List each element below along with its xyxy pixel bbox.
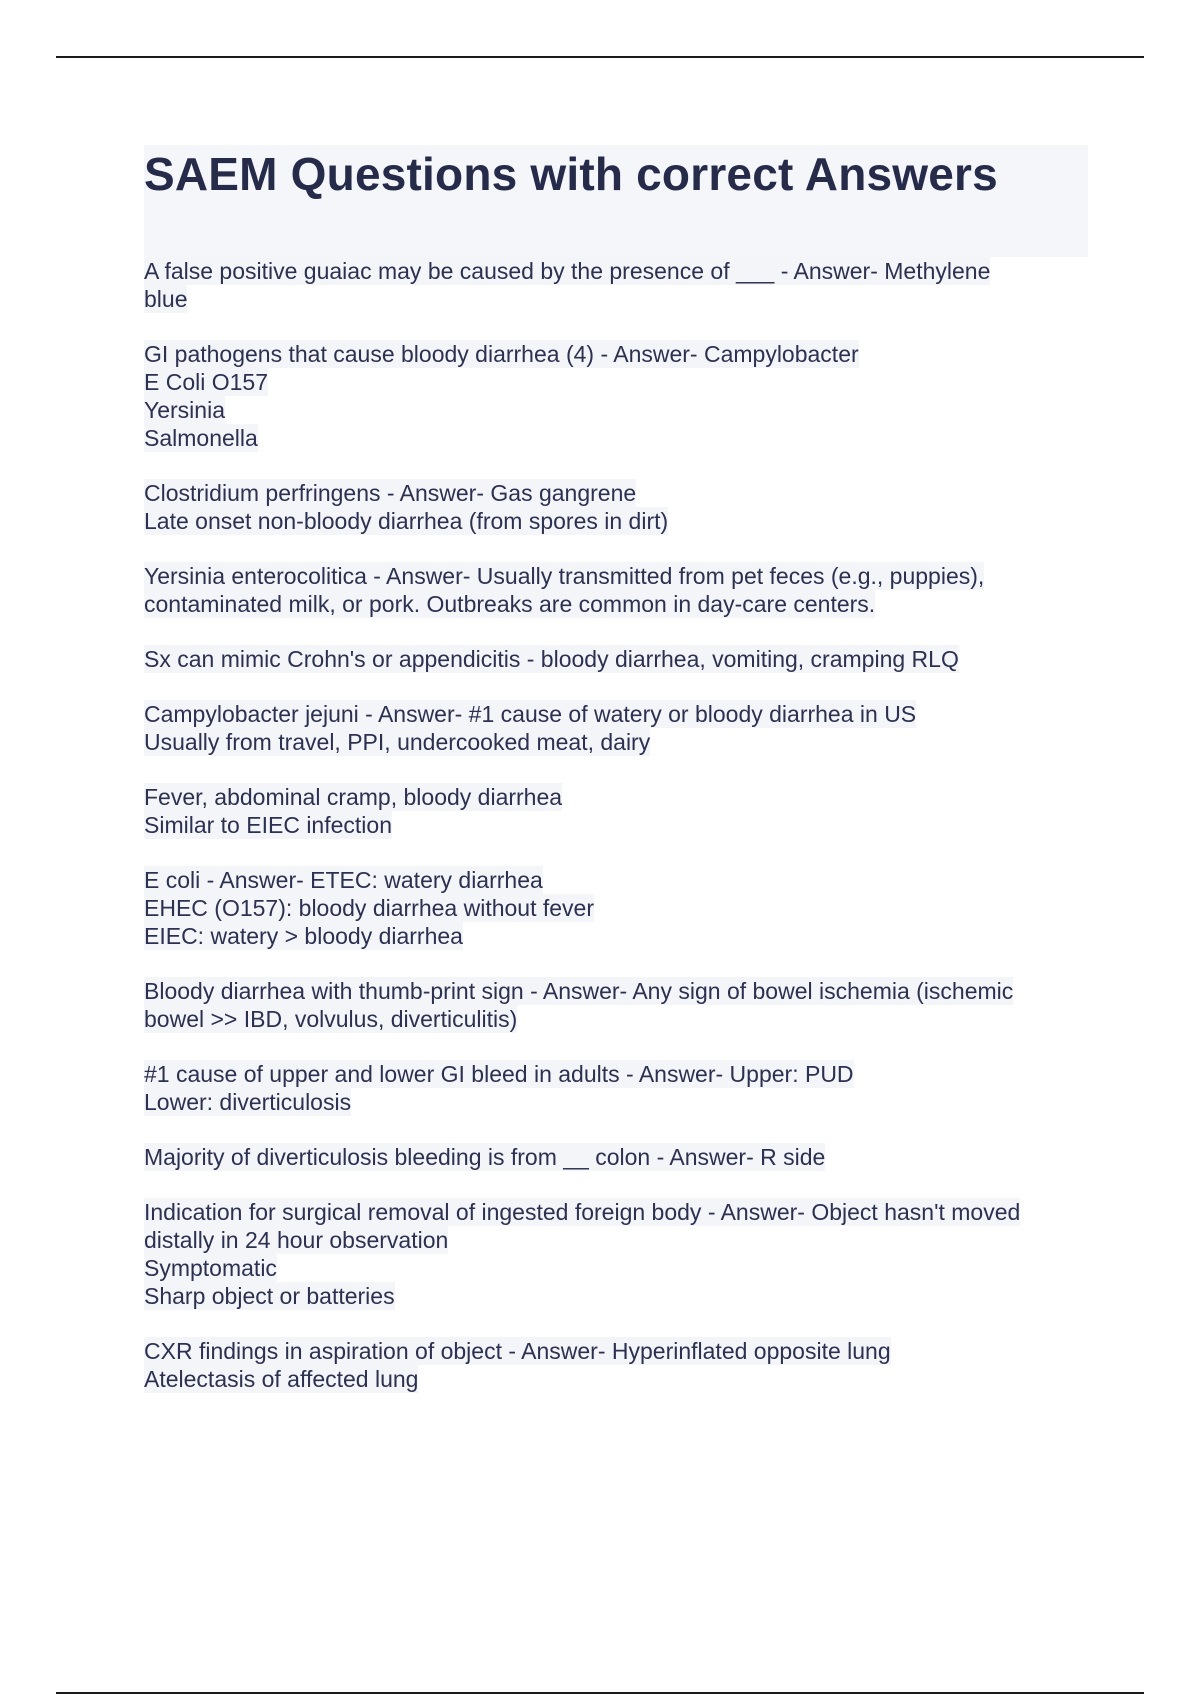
qa-question-line: Campylobacter jejuni - Answer- #1 cause of watery or bloody diarrhea in US — [144, 701, 917, 727]
qa-answer-line: Atelectasis of affected lung — [144, 1366, 419, 1392]
qa-line-row — [144, 977, 1088, 1005]
qa-answer-line: distally in 24 hour observation — [144, 1227, 449, 1253]
qa-entry — [144, 1060, 1088, 1116]
qa-question-line: A false positive guaiac may be caused by the presence of ___ - Answer- Methylene — [144, 258, 991, 284]
qa-answer-line: Sharp object or batteries — [144, 1283, 395, 1309]
qa-answer-line: E Coli O157 — [144, 369, 269, 395]
qa-answer-line: Usually from travel, PPI, undercooked meat, dairy — [144, 729, 651, 755]
qa-line-row — [144, 1088, 1088, 1116]
qa-answer-line: Late onset non-bloody diarrhea (from spores in dirt) — [144, 508, 669, 534]
qa-entry — [144, 1143, 1088, 1171]
qa-question-line: Yersinia enterocolitica - Answer- Usually transmitted from pet feces (e.g., puppies), — [144, 563, 985, 589]
qa-entry — [144, 257, 1088, 313]
qa-entry — [144, 479, 1088, 535]
qa-question-line: GI pathogens that cause bloody diarrhea (4) - Answer- Campylobacter — [144, 341, 859, 367]
qa-question-line: CXR findings in aspiration of object - Answer- Hyperinflated opposite lung — [144, 1338, 891, 1364]
qa-line-row — [144, 783, 1088, 811]
qa-line-row — [144, 1198, 1088, 1226]
footer-rule — [56, 1692, 1144, 1694]
qa-line-row — [144, 1282, 1088, 1310]
qa-question-line: Clostridium perfringens - Answer- Gas gangrene — [144, 480, 637, 506]
qa-line-row — [144, 368, 1088, 396]
qa-line-row — [144, 894, 1088, 922]
qa-question-line: #1 cause of upper and lower GI bleed in adults - Answer- Upper: PUD — [144, 1061, 854, 1087]
page-title: SAEM Questions with correct Answers — [144, 148, 998, 200]
qa-line-row — [144, 728, 1088, 756]
qa-line-row — [144, 285, 1088, 313]
qa-line-row — [144, 396, 1088, 424]
qa-answer-line: Lower: diverticulosis — [144, 1089, 352, 1115]
qa-entry — [144, 645, 1088, 673]
qa-question-line: Bloody diarrhea with thumb-print sign - Answer- Any sign of bowel ischemia (ischemic — [144, 978, 1014, 1004]
qa-question-line: Majority of diverticulosis bleeding is from __ colon - Answer- R side — [144, 1144, 826, 1170]
qa-line-row — [144, 424, 1088, 452]
qa-entry — [144, 340, 1088, 452]
qa-entry — [144, 866, 1088, 950]
qa-line-row — [144, 340, 1088, 368]
qa-line-row — [144, 1226, 1088, 1254]
qa-entry — [144, 1337, 1088, 1393]
qa-line-row — [144, 590, 1088, 618]
qa-line-row — [144, 1005, 1088, 1033]
qa-answer-line: blue — [144, 286, 188, 312]
qa-entry — [144, 977, 1088, 1033]
qa-answer-line: Salmonella — [144, 425, 258, 451]
qa-line-row — [144, 257, 1088, 285]
qa-list — [144, 257, 1088, 1420]
qa-line-row — [144, 1365, 1088, 1393]
qa-entry — [144, 700, 1088, 756]
qa-entry — [144, 783, 1088, 839]
qa-line-row — [144, 811, 1088, 839]
qa-answer-line: bowel >> IBD, volvulus, diverticulitis) — [144, 1006, 518, 1032]
qa-answer-line: Symptomatic — [144, 1255, 277, 1281]
qa-line-row — [144, 562, 1088, 590]
qa-line-row — [144, 645, 1088, 673]
qa-line-row — [144, 1060, 1088, 1088]
qa-line-row — [144, 1254, 1088, 1282]
qa-question-line: Sx can mimic Crohn's or appendicitis - bloody diarrhea, vomiting, cramping RLQ — [144, 646, 959, 672]
qa-question-line: Fever, abdominal cramp, bloody diarrhea — [144, 784, 563, 810]
qa-line-row — [144, 507, 1088, 535]
qa-line-row — [144, 479, 1088, 507]
qa-answer-line: Yersinia — [144, 397, 225, 423]
header-rule — [56, 56, 1144, 58]
qa-question-line: Indication for surgical removal of ingested foreign body - Answer- Object hasn't moved — [144, 1199, 1021, 1225]
qa-line-row — [144, 700, 1088, 728]
qa-line-row — [144, 866, 1088, 894]
qa-line-row — [144, 1337, 1088, 1365]
qa-line-row — [144, 1143, 1088, 1171]
qa-answer-line: Similar to EIEC infection — [144, 812, 392, 838]
qa-line-row — [144, 922, 1088, 950]
qa-answer-line: EHEC (O157): bloody diarrhea without fever — [144, 895, 594, 921]
qa-entry — [144, 1198, 1088, 1310]
qa-question-line: E coli - Answer- ETEC: watery diarrhea — [144, 867, 543, 893]
qa-answer-line: contaminated milk, or pork. Outbreaks are common in day-care centers. — [144, 591, 876, 617]
qa-entry — [144, 562, 1088, 618]
qa-answer-line: EIEC: watery > bloody diarrhea — [144, 923, 463, 949]
